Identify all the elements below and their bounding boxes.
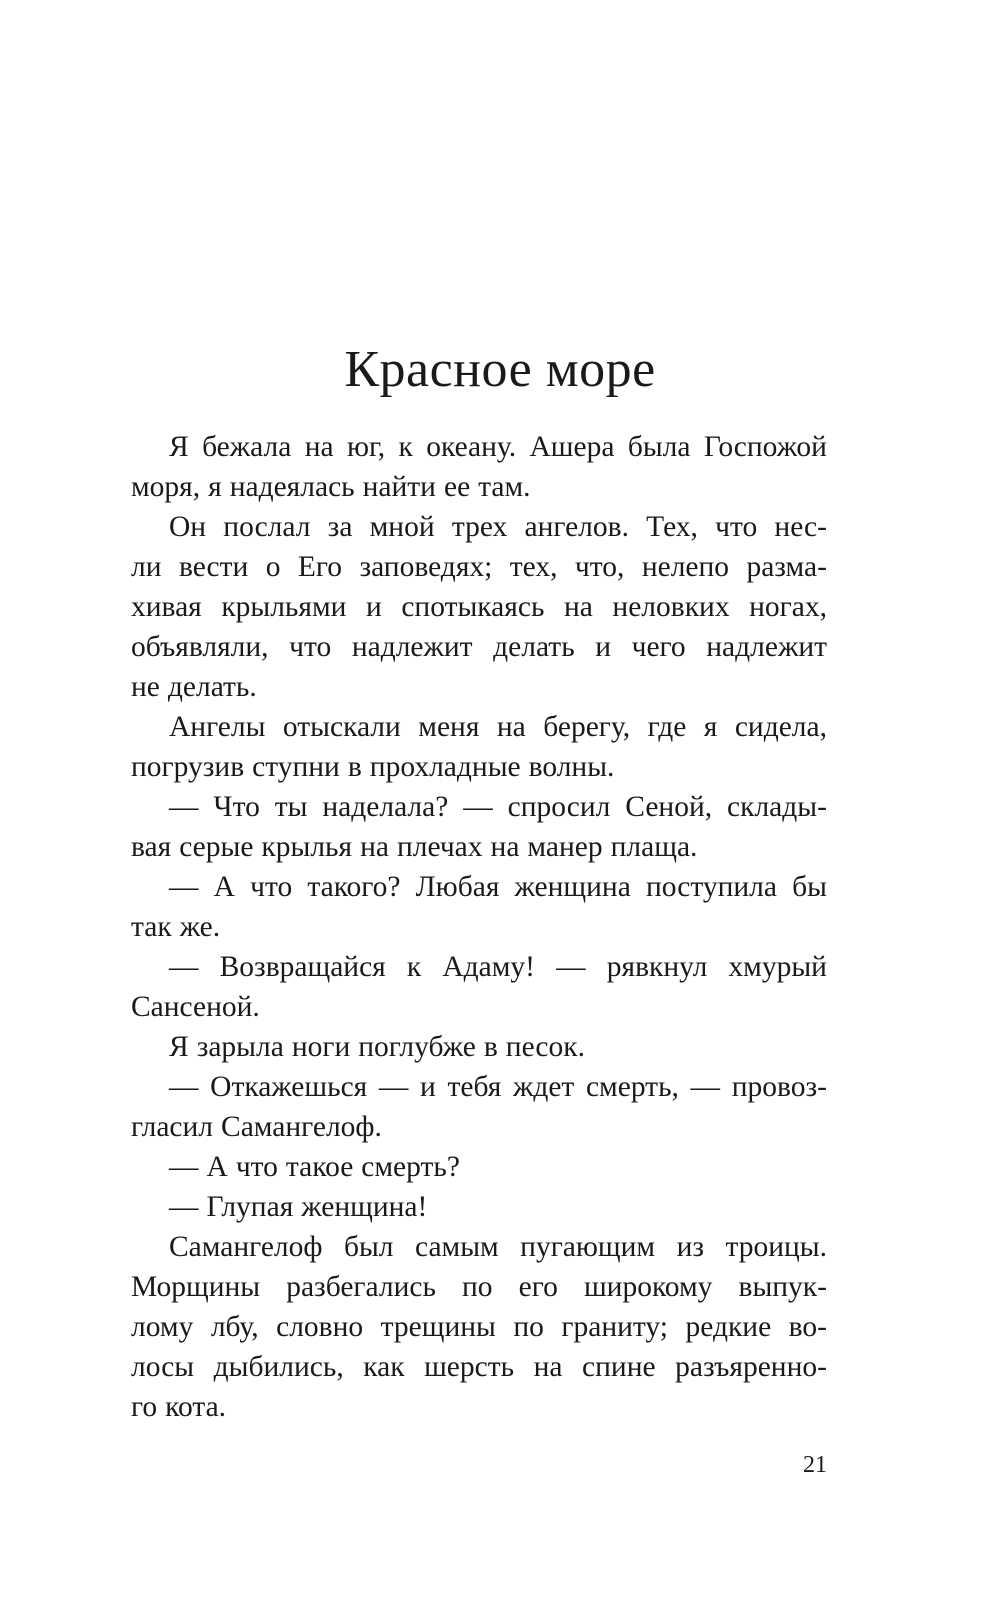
body-text xyxy=(131,427,827,1427)
text-line: Самангелоф был самым пугающим из троицы. xyxy=(169,1231,827,1263)
text-line: лосы дыбились, как шерсть на спине разъяренно- xyxy=(131,1351,827,1383)
text-line: так же. xyxy=(131,911,221,943)
text-line: — Глупая женщина! xyxy=(169,1191,428,1223)
chapter-title: Красное море xyxy=(344,341,656,398)
text-line: хивая крыльями и спотыкаясь на неловких ногах, xyxy=(131,591,827,623)
text-line: — А что такое смерть? xyxy=(169,1151,460,1183)
text-line: — Откажешься — и тебя ждет смерть, — провоз- xyxy=(169,1071,827,1103)
text-line: Он послал за мной трех ангелов. Тех, что нес- xyxy=(169,511,827,543)
text-line: — Что ты наделала? — спросил Сеной, склады- xyxy=(169,791,827,823)
text-line: объявляли, что надлежит делать и чего надлежит xyxy=(131,631,827,663)
text-line: Морщины разбегались по его широкому выпук- xyxy=(131,1271,827,1303)
text-line: не делать. xyxy=(131,671,257,703)
text-line: вая серые крылья на плечах на манер плаща. xyxy=(131,831,698,863)
text-line: ли вести о Его заповедях; тех, что, нелепо разма- xyxy=(131,551,827,583)
text-line: моря, я надеялась найти ее там. xyxy=(131,471,531,503)
page-number: 21 xyxy=(803,1452,827,1478)
text-line: Я бежала на юг, к океану. Ашера была Госпожой xyxy=(169,431,827,463)
text-line: погрузив ступни в прохладные волны. xyxy=(131,751,615,783)
text-line: гласил Самангелоф. xyxy=(131,1111,382,1143)
text-line: Сансеной. xyxy=(131,991,260,1023)
text-line: лому лбу, словно трещины по граниту; редкие во- xyxy=(131,1311,827,1343)
text-line: го кота. xyxy=(131,1391,227,1423)
text-line: Я зарыла ноги поглубже в песок. xyxy=(169,1031,585,1063)
text-line: — А что такого? Любая женщина поступила бы xyxy=(169,871,827,903)
text-line: — Возвращайся к Адаму! — рявкнул хмурый xyxy=(169,951,827,983)
text-line: Ангелы отыскали меня на берегу, где я сидела, xyxy=(169,711,827,743)
